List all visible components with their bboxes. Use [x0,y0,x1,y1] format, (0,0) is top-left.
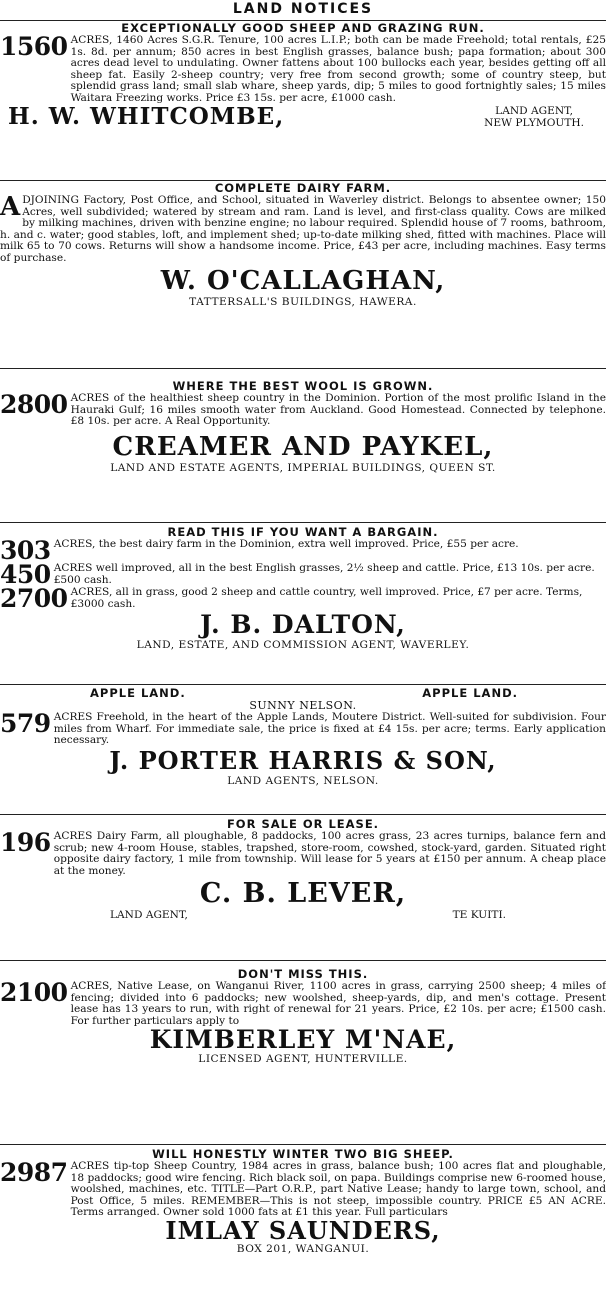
ad-text: ACRES, Native Lease, on Wanganui River, 1100 acres in grass, carrying 2500 sheep; 4 miles of fencing; divided into 6 paddocks; new woolshed, sheep-yards, dip, and men's cottage. Present lease has 13 years to run, with right of renewal for 21 years. Price, £2 10s. per acre; £1500 cash. For further particulars apply to [70,980,606,1027]
ad-ocallaghan [0,180,606,367]
agent-address: LAND AGENTS, NELSON. [227,774,379,787]
ad-heading-row [0,686,606,700]
ad-text-block [0,192,606,264]
ad-text: ACRES, the best dairy farm in the Dominion, extra well improved. Price, £55 per acre. [53,538,519,550]
agent-name: KIMBERLEY M'NAE, [149,1025,457,1054]
agent-role-block [484,105,584,129]
acreage-number: 303 [0,536,51,565]
ad-item [0,536,606,565]
agent-name: IMLAY SAUNDERS, [165,1215,441,1245]
ad-lever [0,814,606,955]
ad-heading: WILL HONESTLY WINTER TWO BIG SHEEP. [152,1147,454,1161]
agent-address: LAND AND ESTATE AGENTS, IMPERIAL BUILDINGS, QUEEN ST. [110,461,496,474]
ad-body [0,1158,606,1219]
agent-role: LAND AGENT, [495,105,573,117]
ad-creamer-paykel [0,368,606,519]
ad-item [0,584,606,613]
ad-heading-left: APPLE LAND. [90,686,186,700]
ad-text: DJOINING Factory, Post Office, and School, situated in Waverley district. Belongs to absentee owner; 150 Acres, well subdivided; watered by stream and ram. Land is level, and first-class quality. Cows are milked by milking machines, driven with benzine engine; no labour required. Splendid house of 7 rooms, bathroom, h. and c. water; good stables, loft, and implement shed; up-to-date milking shed, fitted with machines. Place will milk 65 to 70 cows. Returns will show a handsome income. Price, £43 per acre, including machines. Easy terms of purchase. [0,194,606,264]
agent-address: LICENSED AGENT, HUNTERVILLE. [198,1053,408,1065]
ad-imlay-saunders [0,1144,606,1311]
ad-heading: FOR SALE OR LEASE. [226,817,380,831]
ad-text: ACRES Dairy Farm, all ploughable, 8 paddocks, 100 acres grass, 23 acres turnips, balance fern and scrub; new 4-room House, stables, trapshed, store-room, cowshed, stock-yard, garden. Situated right opposite dairy factory, 1 mile from township. Will lease for 5 years at £150 per annum. A cheap place at the money. [53,830,606,877]
ad-text: ACRES of the healthiest sheep country in the Dominion. Portion of the most prolific Island in the Hauraki Gulf; 16 miles smooth water from Auckland. Good Homestead. Connected by telephone. £8 10s. per acre. A Real Opportunity. [70,392,606,427]
agent-line [0,909,606,921]
agent-address: BOX 201, WANGANUI. [236,1242,370,1255]
page-title: LAND NOTICES [232,1,374,17]
ad-item [0,560,606,589]
acreage-number: 450 [0,560,51,589]
ad-text: ACRES tip-top Sheep Country, 1984 acres in grass, balance bush; 100 acres flat and ploughable, 18 paddocks; good wire fencing. Rich black soil, on papa. Buildings comprise new 6-roomed house, woolshed, machines, etc. TITLE—Part O.R.P., part Native Lease; handy to large town, school, and Post Office, 5 miles. REMEMBER—This is not steep, impossible country. PRICE £5 AN ACRE. Terms arranged. Owner sold 1000 fats at £1 this year. Full particulars [70,1160,606,1218]
ad-text: ACRES well improved, all in the best English grasses, 2½ sheep and cattle. Price, £13 10s. per acre. £500 cash. [53,562,595,586]
agent-name: J. PORTER HARRIS & SON, [109,745,497,775]
ad-heading: COMPLETE DAIRY FARM. [214,181,392,195]
agent-name: C. B. LEVER, [199,878,407,909]
agent-line [0,105,606,129]
ad-heading: DON'T MISS THIS. [237,967,369,981]
ad-body [0,390,606,428]
ad-body [0,828,606,877]
agent-place: NEW PLYMOUTH. [484,117,584,129]
acreage-number: 196 [0,828,51,857]
agent-address: TATTERSALL'S BUILDINGS, HAWERA. [189,296,417,308]
acreage-number: 579 [0,709,51,738]
ad-subheading: SUNNY NELSON. [249,699,357,712]
agent-address: LAND, ESTATE, AND COMMISSION AGENT, WAVERLEY. [136,639,470,651]
agent-place: TE KUITI. [452,909,506,921]
ad-body [0,978,606,1027]
ad-text: ACRES, 1460 Acres S.G.R. Tenure, 100 acres L.I.P.; both can be made Freehold; total rentals, £25 1s. 8d. per annum; 850 acres in best English grasses, balance bush; papa formation; about 300 acres dead level to undulating. Owner fattens about 100 bullocks each year, besides getting off all sheep fat. Easily 2-sheep country; very free from second growth; some of country steep, but splendid grass land; small slab whare, sheep yards, dip; 5 miles to good fortnightly sales; 15 miles Waitara Freezing works. Price £3 15s. per acre, £1000 cash. [70,34,606,104]
agent-name: H. W. WHITCOMBE, [8,103,285,130]
ad-heading: WHERE THE BEST WOOL IS GROWN. [172,379,434,393]
agent-name: J. B. DALTON, [200,610,406,639]
acreage-number: 2987 [0,1158,68,1187]
ad-kimberley-mnae [0,960,606,1131]
agent-role: LAND AGENT, [110,909,188,921]
acreage-number: 1560 [0,32,68,61]
ad-body [0,709,606,747]
ad-text: ACRES, all in grass, good 2 sheep and cattle country, well improved. Price, £7 per acre. Terms, £3000 cash. [70,586,583,610]
acreage-number: 2100 [0,978,68,1007]
ad-heading: EXCEPTIONALLY GOOD SHEEP AND GRAZING RUN. [121,21,485,35]
ad-whitcombe [0,20,606,179]
ad-body [0,32,606,104]
ad-text: ACRES Freehold, in the heart of the Apple Lands, Moutere District. Well-suited for subdivision. Four miles from Wharf. For immediate sale, the price is fixed at £4 15s. per acre; terms. Early application necessary. [53,711,606,746]
acreage-number: 2700 [0,584,68,613]
ad-heading: READ THIS IF YOU WANT A BARGAIN. [167,525,439,539]
agent-name: W. O'CALLAGHAN, [160,266,446,296]
ad-porter-harris [0,684,606,813]
drop-cap: A [0,192,21,222]
acreage-number: 2800 [0,390,68,419]
ad-dalton [0,522,606,683]
agent-name: CREAMER AND PAYKEL, [112,431,494,462]
ad-heading-right: APPLE LAND. [422,686,518,700]
